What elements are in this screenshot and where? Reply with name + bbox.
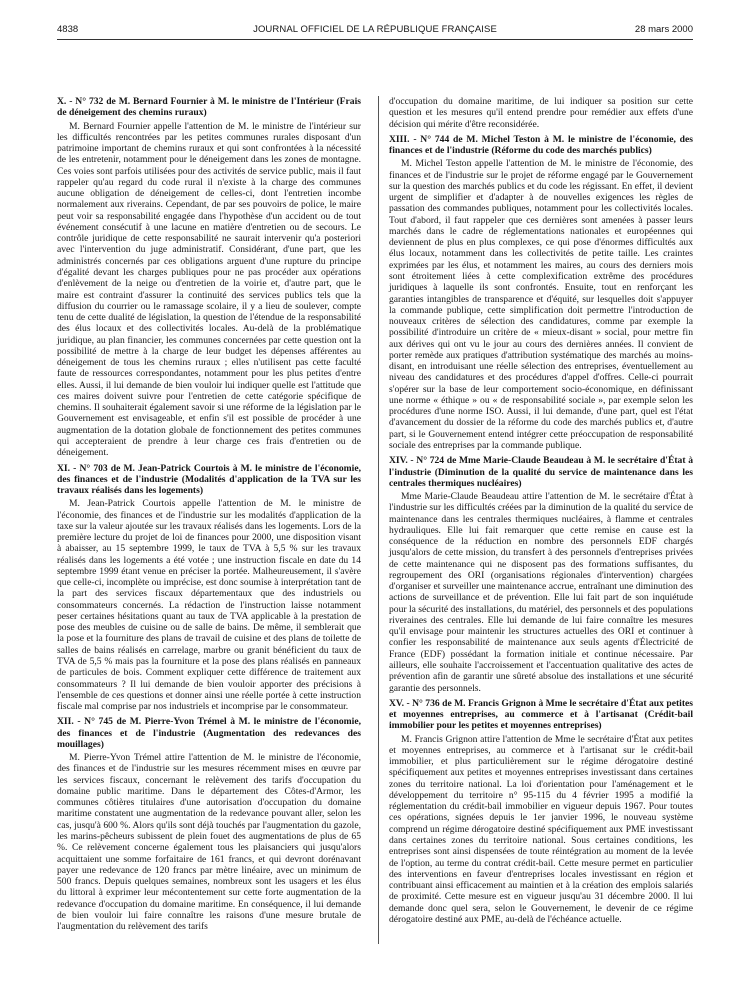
- question-body: M. Francis Grignon attire l'attention de Mme le secrétaire d'État aux petites et moyennes entreprises, au commerce et à l'artisanat sur le crédit-bail immobilier, et plus particulièrement sur le régime dérogatoire destiné spécifiquement aux petites et moyennes entreprises investissant dans certaines zones du territoire national. La loi d'orientation pour l'aménagement et le développement du territoire n° 95-115 du 4 février 1995 a modifié la réglementation du crédit-bail immobilier en vigueur depuis 1967. Pour toutes ces opérations, signées depuis le 1er janvier 1996, le nouveau système comprend un régime dérogatoire destiné spécifiquement aux PME investissant dans certaines zones du territoire national. Sous certaines conditions, les entreprises sont ainsi dispensées de toute réintégration au moment de la levée de l'option, au terme du contrat crédit-bail. Cette mesure permet en particulier des interventions en faveur d'entreprises locales investissant en région et contribuant ainsi efficacement au maintien et à la création des emplois salariés de proximité. Cette mesure est en vigueur jusqu'au 31 décembre 2000. Il lui demande donc quel sera, selon le Gouvernement, le devenir de ce régime dérogatoire destiné aux PME, au-delà de l'échéance actuelle.: [389, 733, 693, 925]
- publication-date: 28 mars 2000: [634, 24, 693, 35]
- question-xiv: [389, 455, 693, 694]
- question-title: XV. - N° 736 de M. Francis Grignon à Mme le secrétaire d'État aux petites et moyennes entreprises, au commerce et à l'artisanat (Crédit-bail immobilier pour les petites et moyennes entreprises): [389, 697, 693, 732]
- question-title: XIII. - N° 744 de M. Michel Teston à M. le ministre de l'économie, des finances et de l'industrie (Réforme du code des marchés publics): [389, 133, 693, 157]
- right-column: [389, 96, 693, 929]
- question-xi: [57, 463, 361, 713]
- page-header: [57, 24, 693, 38]
- question-title: XII. - N° 745 de M. Pierre-Yvon Trémel à M. le ministre de l'économie, des finances et de l'industrie (Augmentation des redevances des mouillages): [57, 716, 361, 750]
- question-x: [57, 96, 361, 459]
- column-separator: [378, 96, 379, 944]
- page-number: 4838: [57, 24, 79, 35]
- question-xii: [57, 716, 361, 932]
- question-body: M. Jean-Patrick Courtois appelle l'attention de M. le ministre de l'économie, des finances et de l'industrie sur les modalités d'application de la taxe sur la valeur ajoutée sur les travaux réalisés dans les logements. Lors de la première lecture du projet de loi de finances pour 2000, une disposition visant à abaisser, au 15 septembre 1999, le taux de TVA à 5,5 % sur les travaux réalisés dans les logements a été votée ; une instruction fiscale en date du 14 septembre 1999 étant venue en préciser la portée. Malheureusement, il s'avère que celle-ci, incomplète ou imprécise, est donc soumise à interprétation tant de la part des services fiscaux départementaux que des industriels ou consommateurs concernés. La rédaction de l'instruction laisse notamment peser certaines hésitations quant au taux de TVA applicable à la prestation de pose des meubles de cuisine ou de salle de bains. De même, il semblerait que la pose et la fourniture des plans de travail de cuisine et des plans de toilette de salles de bains réalisés en carrelage, marbre ou granit bénéficient du taux de TVA de 5,5 % mais pas la fourniture et la pose des plans réalisés en panneaux de particules de bois. Comment expliquer cette différence de traitement aux consommateurs ? Il lui demande de bien vouloir apporter des précisions à l'ensemble de ces questions et donner ainsi une réelle portée à cette instruction fiscale mal comprise par nos industriels et incomprise par le consommateur.: [57, 498, 361, 713]
- question-xiii: [389, 134, 693, 451]
- question-body: M. Bernard Fournier appelle l'attention de M. le ministre de l'intérieur sur les difficultés rencontrées par les petites communes rurales disposant d'un patrimoine important de chemins ruraux et qui sont confrontées à la nécessité de les entretenir, notamment pour le déneigement dans les zones de montagne. Ces voies sont parfois utilisées pour des activités de service public, mais il faut rappeler qu'au regard du code rural il n'existe à la charge des communes aucune obligation de déneigement de celles-ci, dont l'entretien incombe normalement aux riverains. Cependant, de par ses pouvoirs de police, le maire peut voir sa responsabilité engagée dans l'hypothèse d'un accident ou de tout événement consécutif à une lacune en matière d'entretien ou de secours. Le contrôle juridique de cette responsabilité ne saurait intervenir qu'a posteriori avec l'intervention du juge administratif. Considérant, d'une part, que les administrés concernés par ces obligations arguent d'une rupture du principe d'égalité devant les charges publiques pour ne pas procéder aux opérations d'enlèvement de la neige ou d'entretien de la voirie et, d'autre part, que le maire est contraint d'assurer la continuité des services publics tels que la diffusion du courrier ou le ramassage scolaire, il y a lieu de soulever, compte tenu de cette dualité de législation, la question de l'étendue de la responsabilité des élus locaux et des collectivités locales. Au-delà de la problématique juridique, au plan financier, les communes concernées par cette question ont la possibilité de mettre à la charge de leur budget les dépenses afférentes au déneigement de tous les chemins ruraux ; elles n'utilisent pas cette faculté faute de ressources correspondantes, notamment pour les plus petites d'entre elles. Aussi, il lui demande de bien vouloir lui indiquer quelle est l'attitude que ces maires doivent suivre pour l'entretien de cette catégorie spécifique de chemins. Il souhaiterait également savoir si une réforme de la législation par le Gouvernement est envisageable, et enfin s'il est possible de procéder à une augmentation de la dotation globale de fonctionnement des petites communes qui accepteraient de prendre à leur charge ces frais d'entretien ou de déneigement.: [57, 120, 361, 459]
- header-rule: [57, 39, 693, 40]
- question-title: XI. - N° 703 de M. Jean-Patrick Courtois à M. le ministre de l'économie, des finances et de l'industrie (Modalités d'application de la TVA sur les travaux réalisés dans les logements): [57, 462, 361, 497]
- journal-title: JOURNAL OFFICIEL DE LA RÉPUBLIQUE FRANÇAISE: [253, 24, 497, 35]
- question-body: M. Pierre-Yvon Trémel attire l'attention de M. le ministre de l'économie, des finances et de l'industrie sur les mesures récemment mises en œuvre par les services fiscaux, concernant le relèvement des tarifs d'occupation du domaine public maritime. Dans le département des Côtes-d'Armor, les communes côtières titulaires d'une autorisation d'occupation du domaine maritime constatent une augmentation de la redevance pouvant aller, selon les cas, jusqu'à 600 %. Alors qu'ils sont déjà touchés par l'augmentation du gazole, les marins-pêcheurs subissent de plein fouet des augmentations de plus de 65 %. Ce relèvement concerne également tous les plaisanciers qui jusqu'alors acquittaient une somme forfaitaire de 161 francs, et qui devront dorénavant payer une redevance de 120 francs par mètre linéaire, avec un minimum de 500 francs. Depuis quelques semaines, nombreux sont les usagers et les élus du littoral à exprimer leur mécontentement sur cette forte augmentation de la redevance d'occupation du domaine maritime. En conséquence, il lui demande de bien vouloir lui faire connaître les raisons d'une mesure brutale de l'augmentation du relèvement des tarifs: [57, 752, 361, 933]
- question-body: M. Michel Teston appelle l'attention de M. le ministre de l'économie, des finances et de l'industrie sur le projet de réforme engagé par le Gouvernement sur la question des marchés publics et du code les régissant. En effet, il devient urgent de simplifier et d'adapter à de nouvelles exigences les règles de passation des commandes publiques, notamment pour les collectivités locales. Tout d'abord, il faut rappeler que ces dernières sont amenées à passer leurs marchés dans le cadre de réglementations nationales et européennes qui deviennent de plus en plus complexes, ce qui pose d'énormes difficultés aux élus locaux, notamment dans les collectivités de petite taille. Les craintes exprimées par les élus, et notamment les maires, au cours des derniers mois sont étroitement liées à cette complexification extrême des procédures juridiques à laquelle ils sont confrontés. Ensuite, tout en renforçant les garanties intangibles de transparence et d'équité, sur lesquelles doit s'appuyer la commande publique, cette simplification doit permettre l'introduction de nouveaux critères de sélection des candidatures, comme par exemple la possibilité d'introduire un critère de « mieux-disant » social, pour mettre fin aux dérives qui ont vu le jour au cours des dernières années. Il convient de porter remède aux pratiques d'attribution systématique des marchés au moins-disant, en introduisant une réelle sélection des entreprises, éventuellement au niveau des candidatures et des procédures d'appel d'offres. Celle-ci pourrait s'opérer sur la base de leur comportement socio-économique, en définissant une norme « éthique » ou « de responsabilité sociale », par exemple selon les procédures d'une norme ISO. Aussi, il lui demande, d'une part, quel est l'état d'avancement du dossier de la réforme du code des marchés publics et, d'autre part, si le Gouvernement entend intégrer cette préoccupation de responsabilité sociale des entreprises par la commande publique.: [389, 158, 693, 451]
- question-title: XIV. - N° 724 de Mme Marie-Claude Beaudeau à M. le secrétaire d'État à l'industrie (Diminution de la qualité du service de maintenance dans les centrales thermiques nucléaires): [389, 455, 693, 489]
- left-column: [57, 96, 361, 936]
- question-title: X. - N° 732 de M. Bernard Fournier à M. le ministre de l'Intérieur (Frais de déneigement des chemins ruraux): [57, 96, 361, 119]
- question-xii-continuation: d'occupation du domaine maritime, de lui indiquer sa position sur cette question et les mesures qu'il entend prendre pour remédier aux effets d'une décision qui mérite d'être reconsidérée.: [389, 96, 693, 130]
- question-body: Mme Marie-Claude Beaudeau attire l'attention de M. le secrétaire d'État à l'industrie sur les difficultés créées par la diminution de la qualité du service de maintenance dans les centrales thermiques nucléaires, à flamme et centrales hydrauliques. Elle lui fait remarquer que cette remise en cause est la conséquence de la réduction en nombre des personnels EDF chargés jusqu'alors de cette mission, du transfert à des personnels d'entreprises privées de cette maintenance qui ne disposent pas des formations suffisantes, du regroupement des ORI (organisations régionales d'intervention) chargées d'organiser et surveiller une maintenance accrue, entraînant une diminution des actions de surveillance et de prévention. Elle lui fait part de son inquiétude pour la sécurité des installations, du matériel, des personnels et des populations riveraines des centrales. Elle lui demande de lui faire connaître les mesures qu'il envisage pour maintenir les structures actuelles des ORI et continuer à confier les responsabilité de maintenance aux seuls agents d'Électricité de France (EDF) possédant la formation initiale et continue nécessaire. Par ailleurs, elle souhaite l'accroissement et l'accentuation qualitative des actes de prévention afin de garantir une sûreté absolue des installations et une sécurité garantie des personnels.: [389, 491, 693, 694]
- question-xv: [389, 698, 693, 925]
